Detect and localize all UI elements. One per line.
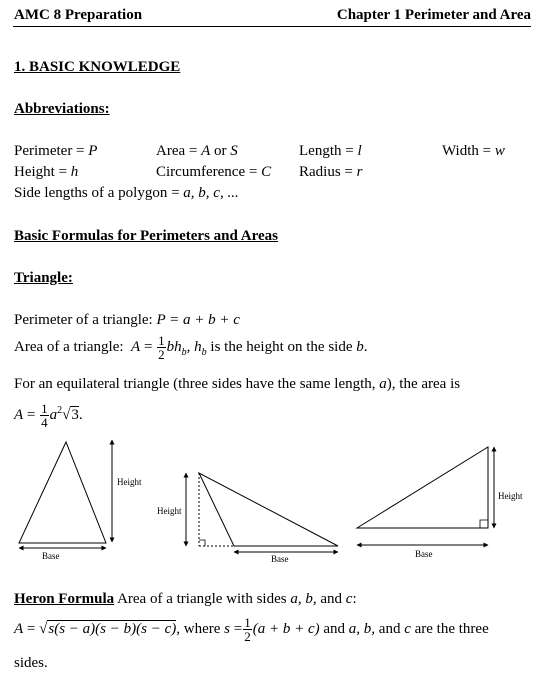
abbrev-radius: Radius = r	[299, 164, 363, 180]
heron-formula: A = √s(s − a)(s − b)(s − c), where s = $\frac{1}{2}$ (a + b + c) and a, b, and c are the three	[14, 615, 489, 645]
fraction-one-quarter: $\frac{1}{4}$	[41, 401, 48, 431]
abbrev-area: Area = A or S	[156, 143, 238, 159]
base-label-3: Base	[415, 549, 433, 559]
abbrev-length: Length = l	[299, 143, 362, 159]
triangle-perimeter: Perimeter of a triangle: P = a + b + c	[14, 312, 240, 328]
abbrev-perimeter: Perimeter = P	[14, 143, 98, 159]
fraction-one-half-heron: $\frac{1}{2}$	[244, 615, 251, 645]
triangle-title: Triangle:	[14, 270, 73, 286]
formulas-title: Basic Formulas for Perimeters and Areas	[14, 228, 278, 244]
fraction-one-half: $\frac{1}{2}$	[158, 333, 165, 363]
triangle-diagrams	[0, 430, 541, 570]
abbrev-height: Height = h	[14, 164, 79, 180]
abbrev-width: Width = w	[442, 143, 505, 159]
height-label-1: Height	[117, 477, 142, 487]
acute-triangle-diagram	[19, 440, 142, 561]
equilateral-text: For an equilateral triangle (three sides have the same length, a), the area is	[14, 376, 461, 392]
heron-sides-word: sides.	[14, 655, 48, 671]
triangle-area: Area of a triangle: A = $\frac{1}{2}$ $bh_b$, $h_b$ is the height on the side b.	[14, 333, 368, 363]
abbreviations-title: Abbreviations:	[14, 101, 110, 117]
base-label-1: Base	[42, 551, 60, 561]
abbrev-circumference: Circumference = C	[156, 164, 272, 180]
obtuse-triangle-diagram	[157, 473, 338, 564]
height-label-3: Height	[498, 491, 523, 501]
header-divider	[13, 26, 531, 27]
header-right: Chapter 1 Perimeter and Area	[336, 7, 531, 23]
abbrev-sides: Side lengths of a polygon = a, b, c, ...	[14, 185, 239, 201]
equilateral-formula: A = $\frac{1}{4}$ $a^2√3$.	[14, 401, 83, 431]
right-triangle-diagram	[357, 447, 523, 559]
section-title: 1. BASIC KNOWLEDGE	[14, 59, 181, 75]
heron-title: Heron Formula	[14, 591, 115, 607]
base-label-2: Base	[271, 554, 289, 564]
header-left: AMC 8 Preparation	[14, 7, 143, 23]
height-label-2: Height	[157, 506, 182, 516]
heron-intro: Heron Formula Area of a triangle with sides a, b, and c:	[14, 591, 357, 607]
